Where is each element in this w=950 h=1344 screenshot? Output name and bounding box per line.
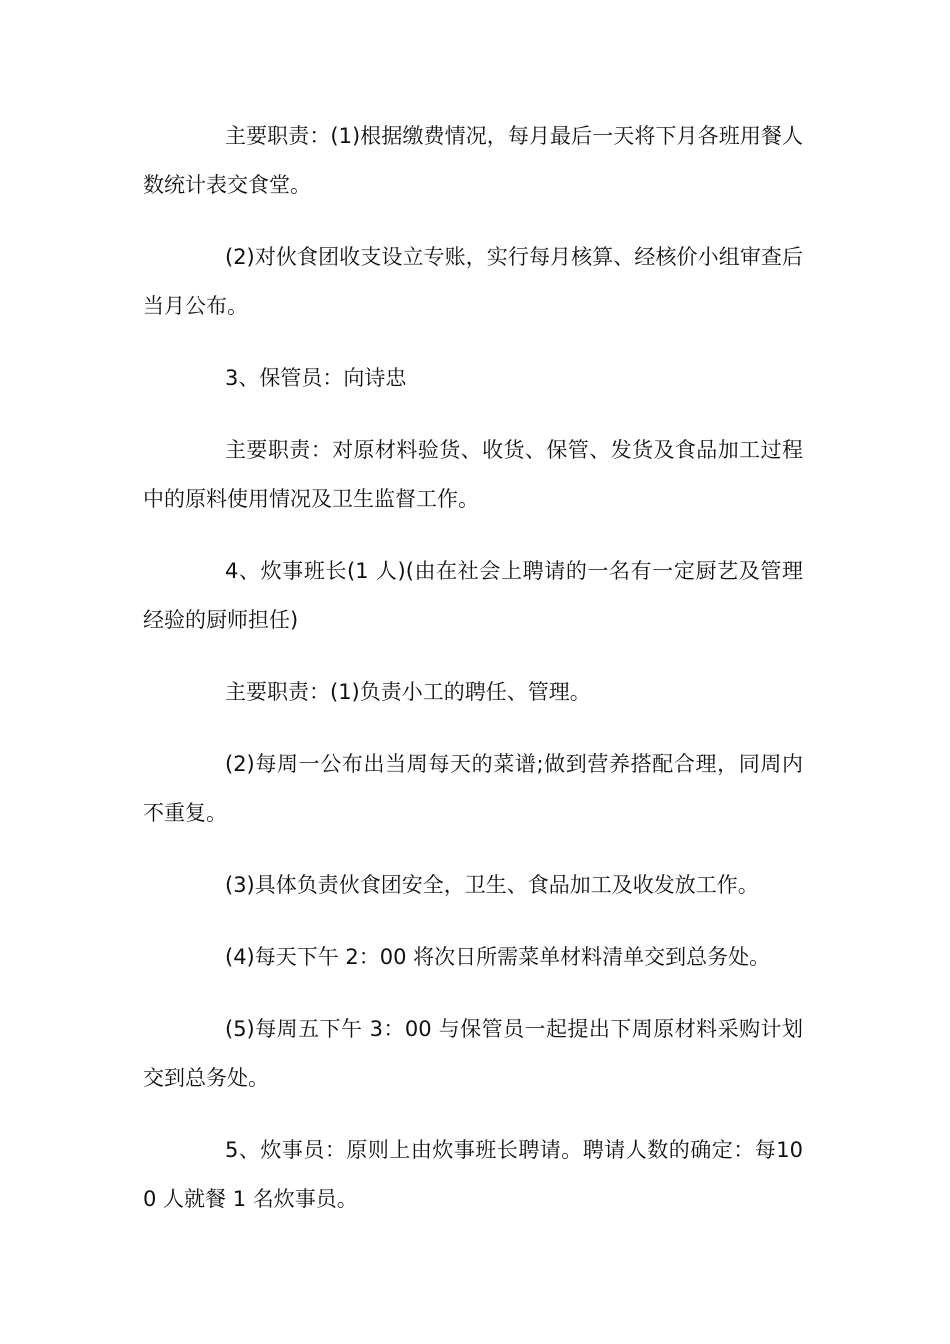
paragraph-head-cook-duty-5: (5)每周五下午 3：00 与保管员一起提出下周原材料采购计划交到总务处。 [143,1017,803,1090]
paragraph-head-cook-duty-2: (2)每周一公布出当周每天的菜谱;做到营养搭配合理，同周内不重复。 [143,752,803,825]
paragraph-head-cook-duty-3: (3)具体负责伙食团安全，卫生、食品加工及收发放工作。 [225,873,759,897]
paragraph-accountant-duties-2: (2)对伙食团收支设立专账，实行每月核算、经核价小组审查后当月公布。 [143,245,803,318]
paragraph-storekeeper-duties: 主要职责：对原材料验货、收货、保管、发货及食品加工过程中的原料使用情况及卫生监督工作。 [143,438,803,511]
paragraph-accountant-duties: 主要职责：(1)根据缴费情况，每月最后一天将下月各班用餐人数统计表交食堂。 [143,124,803,197]
paragraph-head-cook-duty-4: (4)每天下午 2：00 将次日所需菜单材料清单交到总务处。 [225,945,771,969]
paragraph-head-cook-title: 4、炊事班长(1 人)(由在社会上聘请的一名有一定厨艺及管理经验的厨师担任) [143,559,803,632]
paragraph-cook-staff: 5、炊事员：原则上由炊事班长聘请。聘请人数的确定：每100 人就餐 1 名炊事员。 [143,1138,803,1211]
paragraph-head-cook-duty-1: 主要职责：(1)负责小工的聘任、管理。 [225,680,591,704]
paragraph-storekeeper-title: 3、保管员：向诗忠 [225,366,407,390]
document-body [143,112,803,1247]
